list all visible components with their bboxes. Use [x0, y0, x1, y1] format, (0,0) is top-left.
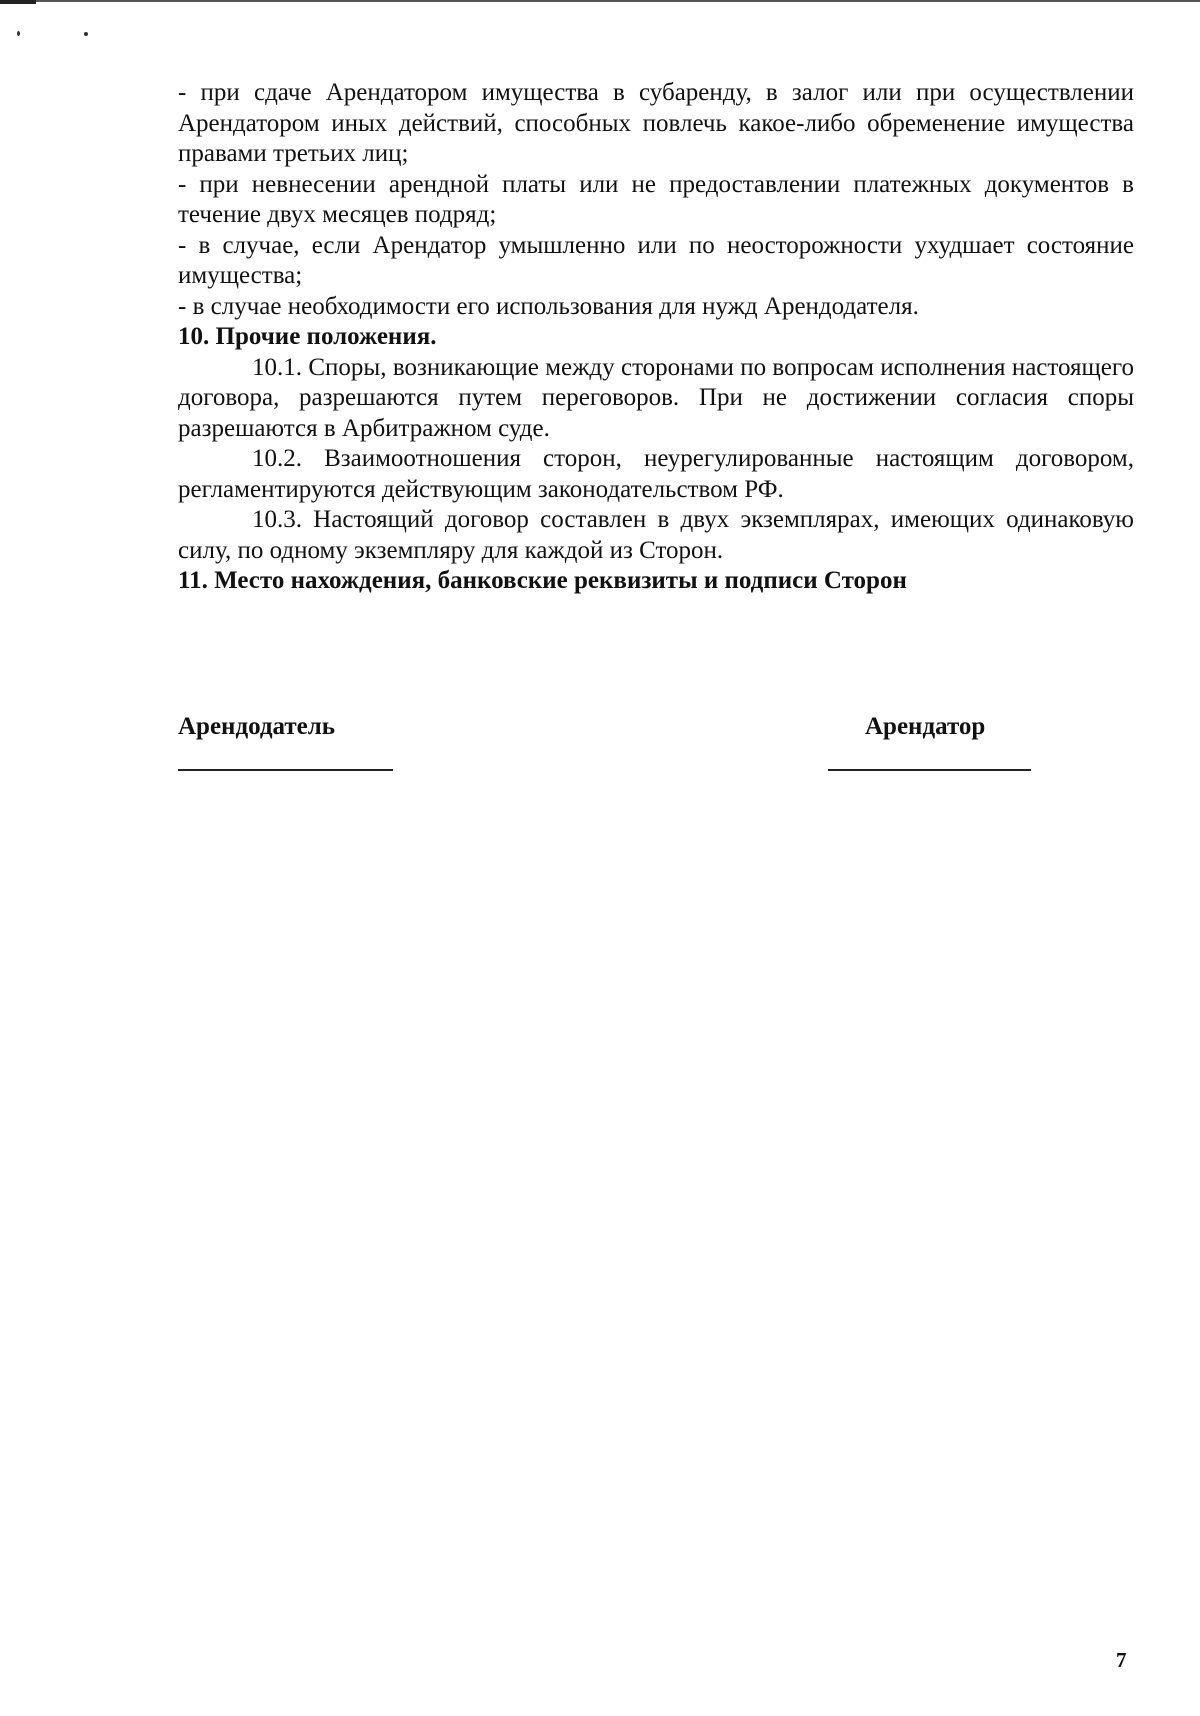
scan-top-edge [0, 0, 1200, 2]
page-number: 7 [1116, 1648, 1127, 1672]
section-10-heading: 10. Прочие положения. [178, 323, 437, 350]
clause-10-3: 10.3. Настоящий договор составлен в двух экземплярах, имеющих одинаковую силу, по одному экземпляру для каждой из Сторон. [178, 506, 1134, 564]
lessor-signature-line [178, 769, 393, 771]
termination-condition-3: - в случае, если Арендатор умышленно или по неосторожности ухудшает состояние имущества; [178, 231, 1134, 289]
lessee-signature-line [828, 769, 1031, 771]
clause-10-1: 10.1. Споры, возникающие между сторонами по вопросам исполнения настоящего договора, разрешаются путем переговоров. При не достижении согласия споры разрешаются в Арбитражном суде. [178, 353, 1134, 442]
termination-condition-1: - при сдаче Арендатором имущества в субаренду, в залог или при осуществлении Арендатором иных действий, способных повлечь какое-либо обременение имущества правами третьих лиц; [178, 79, 1134, 167]
section-11-heading: 11. Место нахождения, банковские реквизиты и подписи Сторон [178, 567, 907, 594]
termination-condition-2: - при невнесении арендной платы или не предоставлении платежных документов в течение двух месяцев подряд; [178, 170, 1134, 228]
lessee-label: Арендатор [865, 713, 986, 740]
scan-speck [17, 31, 20, 36]
termination-condition-4: - в случае необходимости его использования для нужд Арендодателя. [178, 292, 919, 320]
scan-speck [84, 32, 88, 36]
lessor-label: Арендодатель [178, 713, 336, 740]
scan-corner-mark [0, 0, 36, 4]
signature-block [178, 713, 1134, 773]
document-body [178, 78, 1134, 597]
clause-10-2: 10.2. Взаимоотношения сторон, неурегулированные настоящим договором, регламентируются действующим законодательством РФ. [178, 445, 1134, 503]
